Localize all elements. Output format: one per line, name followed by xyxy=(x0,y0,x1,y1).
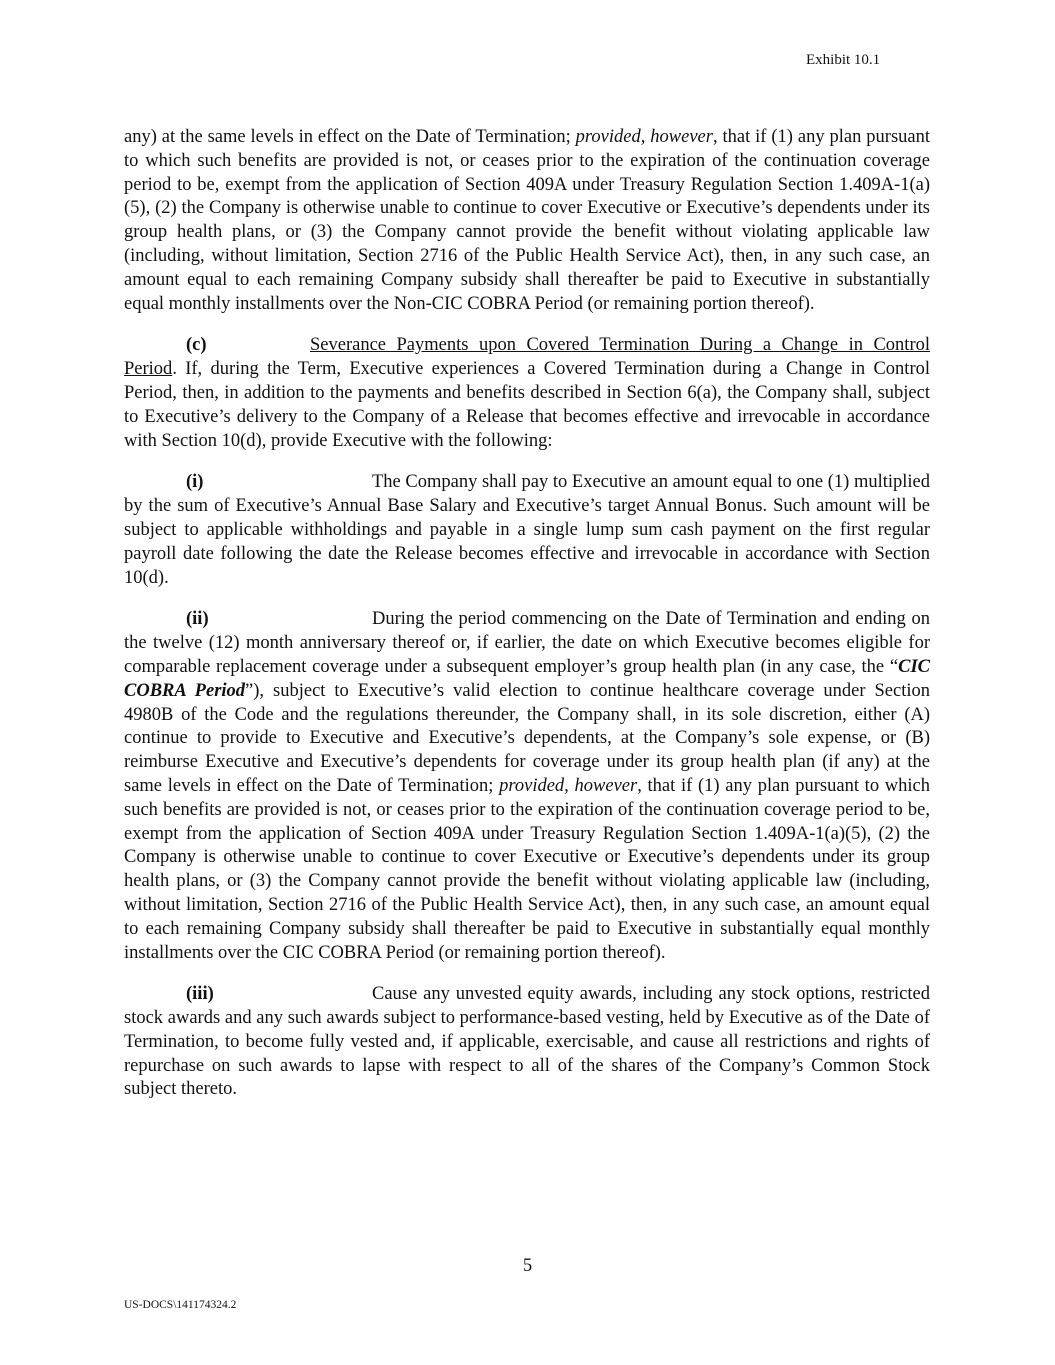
document-body xyxy=(124,126,930,1120)
item-ii-text-2: ”), subject to Executive’s valid election to continue healthcare coverage under Section 4980B of the Code and the regulations thereunder, the Company shall, in its sole discretion, either (A) continue to provide to Executive and Executive’s dependents, at the Company’s sole expense, or (B) reimburse Executive and Executive’s dependents for coverage under its group health plan (if any) at the same levels in effect on the Date of Termination; xyxy=(124,680,930,796)
item-iii-text: Cause any unvested equity awards, including any stock options, restricted stock awards and any such awards subject to performance-based vesting, held by Executive as of the Date of Termination, to become fully vested and, if applicable, exercisable, and cause all restrictions and rights of repurchase on such awards to lapse with respect to all of the shares of the Company’s Common Stock subject thereto. xyxy=(124,984,930,1100)
section-c-paragraph xyxy=(124,334,930,453)
item-iii-label: (iii) xyxy=(186,984,214,1005)
defined-term-cic-cobra-period: CIC COBRA Period xyxy=(124,656,930,701)
item-ii-text-3: , that if (1) any plan pursuant to which such benefits are provided is not, or ceases prior to the expiration of the continuation coverage period to be, exempt from the application of Section 409A under Treasury Regulation Section 1.409A-1(a)(5), (2) the Company is otherwise unable to continue to cover Executive or Executive’s dependents under its group health plans, or (3) the Company cannot provide the benefit without violating applicable law (including, without limitation, Section 2716 of the Public Health Service Act), then, in any such case, an amount equal to each remaining Company subsidy shall thereafter be paid to Executive in substantially equal monthly installments over the CIC COBRA Period (or remaining portion thereof). xyxy=(124,775,930,963)
section-c-label: (c) xyxy=(186,335,207,356)
item-i-text: The Company shall pay to Executive an amount equal to one (1) multiplied by the sum of Executive’s Annual Base Salary and Executive’s target Annual Bonus. Such amount will be subject to applicable withholdings and payable in a single lump sum cash payment on the first regular payroll date following the date the Release becomes effective and irrevocable in accordance with Section 10(d). xyxy=(124,472,930,588)
continuation-text-1: any) at the same levels in effect on the Date of Termination; xyxy=(124,127,576,147)
item-i-label: (i) xyxy=(186,472,204,493)
proviso-italic: provided, however xyxy=(575,127,713,147)
item-ii-proviso-italic: provided, however xyxy=(499,775,638,796)
item-ii-paragraph xyxy=(124,608,930,965)
page-number: 5 xyxy=(522,1256,533,1276)
item-i-paragraph xyxy=(124,471,930,590)
item-iii-paragraph xyxy=(124,983,930,1102)
item-ii-text-1: During the period commencing on the Date of Termination and ending on the twelve (12) month anniversary thereof or, if earlier, the date on which Executive becomes eligible for comparable replacement coverage under a subsequent employer’s group health plan (in any case, the “ xyxy=(124,609,930,677)
section-c-text: . If, during the Term, Executive experiences a Covered Termination during a Change in Control Period, then, in addition to the payments and benefits described in Section 6(a), the Company shall, subject to Executive’s delivery to the Company of a Release that becomes effective and irrevocable in accordance with Section 10(d), provide Executive with the following: xyxy=(124,359,930,451)
exhibit-label: Exhibit 10.1 xyxy=(806,52,881,68)
item-ii-label: (ii) xyxy=(186,609,209,630)
continuation-paragraph xyxy=(124,126,930,316)
section-c-heading: Severance Payments upon Covered Termination During a Change in Control Period xyxy=(124,335,930,380)
continuation-text-2: , that if (1) any plan pursuant to which such benefits are provided is not, or ceases prior to the expiration of the continuation coverage period to be, exempt from the application of Section 409A under Treasury Regulation Section 1.409A-1(a)(5), (2) the Company is otherwise unable to continue to cover Executive or Executive’s dependents under its group health plans, or (3) the Company cannot provide the benefit without violating applicable law (including, without limitation, Section 2716 of the Public Health Service Act), then, in any such case, an amount equal to each remaining Company subsidy shall thereafter be paid to Executive in substantially equal monthly installments over the Non-CIC COBRA Period (or remaining portion thereof). xyxy=(124,127,931,314)
document-id: US-DOCS\141174324.2 xyxy=(124,1299,237,1311)
